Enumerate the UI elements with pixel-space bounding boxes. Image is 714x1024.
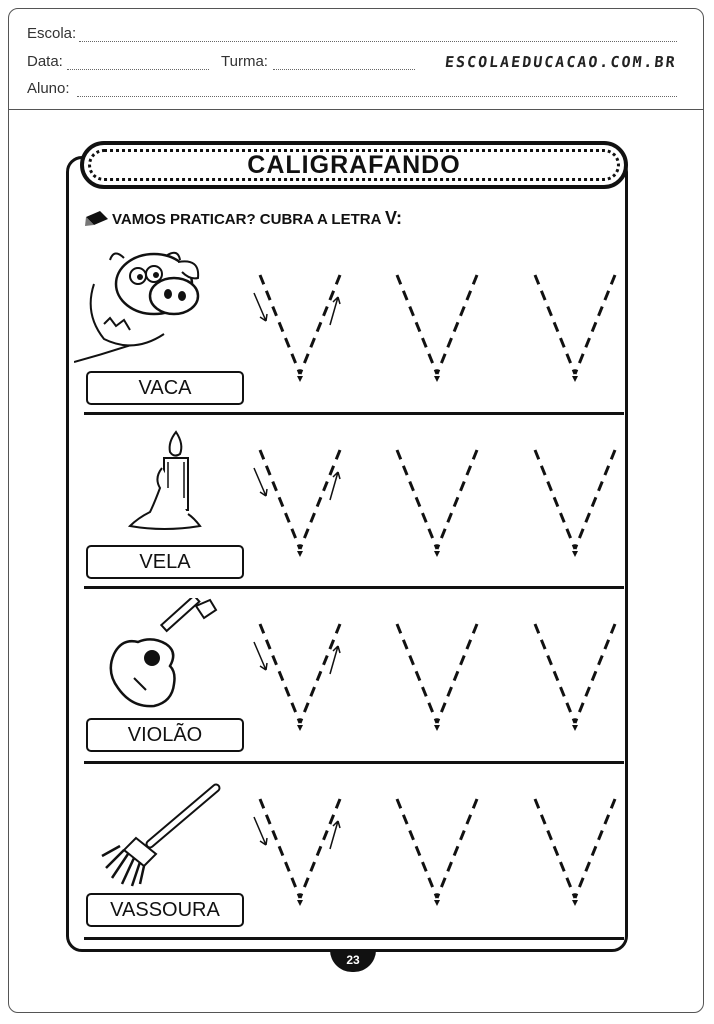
class-label: Turma:	[221, 53, 268, 70]
student-label: Aluno:	[27, 80, 70, 97]
site-watermark: ESCOLAEDUCACAO.COM.BR	[444, 53, 678, 71]
tracing-letter-v[interactable]	[254, 275, 340, 382]
stroke-direction-arrow-icon	[330, 472, 340, 500]
instruction-letter: V:	[385, 208, 403, 228]
tracing-letter-v[interactable]	[535, 799, 615, 906]
stroke-direction-arrow-icon	[254, 468, 267, 496]
word-label-vaca: VACA	[86, 371, 244, 405]
stroke-direction-arrow-icon	[330, 297, 340, 325]
tracing-letter-v[interactable]	[254, 450, 340, 557]
date-label: Data:	[27, 53, 63, 70]
tracing-letter-v[interactable]	[397, 799, 477, 906]
page-number: 23	[330, 950, 376, 972]
stroke-direction-arrow-icon	[254, 817, 267, 845]
page-title: CALIGRAFANDO	[247, 151, 461, 179]
stroke-direction-arrow-icon	[330, 821, 340, 849]
tracing-letter-v[interactable]	[397, 450, 477, 557]
tracing-letter-v[interactable]	[397, 275, 477, 382]
word-label-vassoura: VASSOURA	[86, 893, 244, 927]
tracing-letter-v[interactable]	[535, 450, 615, 557]
school-label: Escola:	[27, 25, 77, 42]
stroke-direction-arrow-icon	[330, 646, 340, 674]
stroke-direction-arrow-icon	[254, 293, 267, 321]
tracing-letter-v[interactable]	[535, 275, 615, 382]
tracing-letter-v[interactable]	[535, 624, 615, 731]
tracing-letter-v[interactable]	[397, 624, 477, 731]
instruction-text: VAMOS PRATICAR? CUBRA A LETRA	[112, 211, 386, 228]
tracing-letter-v[interactable]	[254, 799, 340, 906]
word-label-violao: VIOLÃO	[86, 718, 244, 752]
tracing-letter-v[interactable]	[254, 624, 340, 731]
word-label-vela: VELA	[86, 545, 244, 579]
stroke-direction-arrow-icon	[254, 642, 267, 670]
